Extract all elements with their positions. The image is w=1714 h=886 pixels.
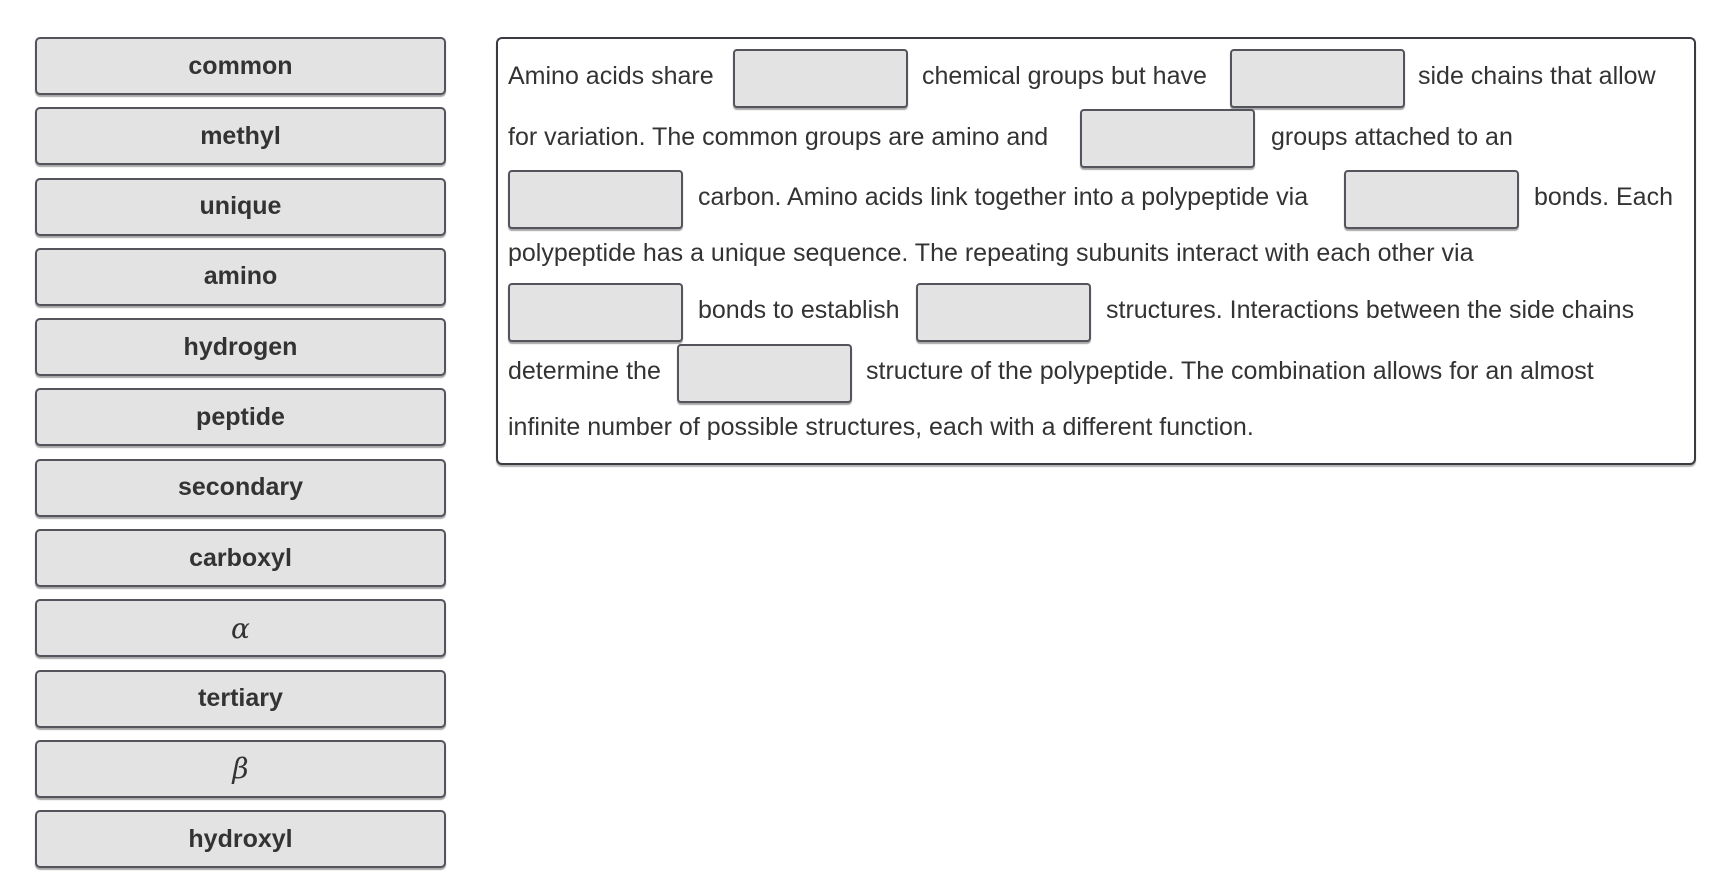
word-bank <box>35 37 447 881</box>
drop-target-3[interactable] <box>1080 109 1255 168</box>
passage-panel <box>496 37 1696 465</box>
drop-target-7[interactable] <box>916 283 1091 342</box>
word-tile-methyl[interactable]: methyl <box>35 107 446 165</box>
word-tile-alpha[interactable]: α <box>35 599 446 657</box>
drop-target-2[interactable] <box>1230 49 1405 108</box>
word-tile-beta[interactable]: β <box>35 740 446 798</box>
word-tile-carboxyl[interactable]: carboxyl <box>35 529 446 587</box>
drop-target-5[interactable] <box>1344 170 1519 229</box>
passage-text: bonds to establish <box>698 296 900 324</box>
drop-target-1[interactable] <box>733 49 908 108</box>
passage-text: structures. Interactions between the side chains <box>1106 296 1635 324</box>
drop-target-4[interactable] <box>508 170 683 229</box>
word-tile-hydroxyl[interactable]: hydroxyl <box>35 810 446 868</box>
passage-text: polypeptide has a unique sequence. The repeating subunits interact with each other via <box>508 239 1474 267</box>
word-tile-unique[interactable]: unique <box>35 178 446 236</box>
passage-text: determine the <box>508 357 661 385</box>
passage-text: chemical groups but have <box>922 62 1207 90</box>
word-tile-secondary[interactable]: secondary <box>35 459 446 517</box>
word-tile-common[interactable]: common <box>35 37 446 95</box>
passage-text: bonds. Each <box>1534 183 1673 211</box>
passage-text: structure of the polypeptide. The combination allows for an almost <box>866 357 1594 385</box>
passage-text: side chains that allow <box>1418 62 1656 90</box>
word-tile-tertiary[interactable]: tertiary <box>35 670 446 728</box>
word-tile-hydrogen[interactable]: hydrogen <box>35 318 446 376</box>
passage-text: for variation. The common groups are amino and <box>508 123 1049 151</box>
passage-text: groups attached to an <box>1271 123 1513 151</box>
drop-target-8[interactable] <box>677 344 852 403</box>
passage-text: infinite number of possible structures, each with a different function. <box>508 413 1254 441</box>
word-tile-peptide[interactable]: peptide <box>35 388 446 446</box>
passage-text: Amino acids share <box>508 62 714 90</box>
passage-text: carbon. Amino acids link together into a polypeptide via <box>698 183 1309 211</box>
word-tile-amino[interactable]: amino <box>35 248 446 306</box>
drop-target-6[interactable] <box>508 283 683 342</box>
